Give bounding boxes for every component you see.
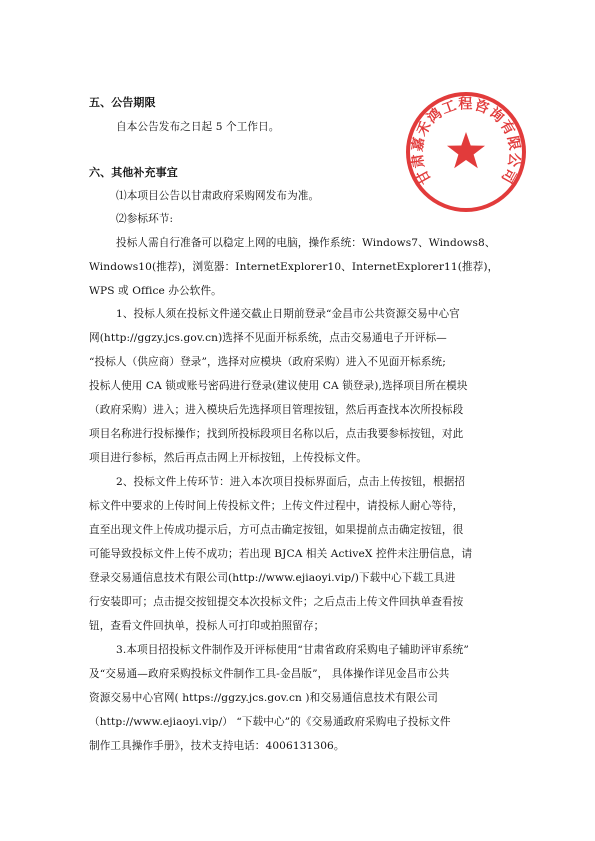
paragraph-line: 3.本项目招投标文件制作及开评标使用“甘肃省政府采购电子辅助评审系统” (116, 644, 469, 656)
paragraph-line: 及“交易通—政府采购投标文件制作工具-金昌版”， 具体操作详见金昌市公共 (89, 668, 450, 680)
paragraph-line: 投标人使用 CA 锁或账号密码进行登录(建议使用 CA 锁登录),选择项目所在模块 (89, 380, 468, 392)
section5-line: 自本公告发布之日起 5 个工作日。 (116, 121, 280, 133)
paragraph-line: 钮，查看文件回执单，投标人可打印或拍照留存； (89, 620, 325, 632)
paragraph-line: WPS 或 Office 办公软件。 (89, 285, 222, 297)
paragraph-line: 资源交易中心官网( https://ggzy.jcs.gov.cn )和交易通信息技术有限公司 (89, 692, 438, 704)
paragraph-line: 2、投标文件上传环节：进入本次项目投标界面后，点击上传按钮，根据招 (116, 476, 466, 488)
paragraph-line: Windows10(推荐)，浏览器：InternetExplorer10、InternetExplorer11(推荐)， (89, 261, 499, 273)
seal-text: 甘肃嘉禾鸿工程咨询有限公司 (409, 96, 523, 187)
paragraph-line: 制作工具操作手册》，技术支持电话：4006131306。 (89, 740, 345, 752)
company-seal (404, 90, 528, 214)
paragraph-line: ⑵参标环节: (116, 213, 174, 225)
paragraph-line: 网(http://ggzy.jcs.gov.cn)选择不见面开标系统，点击交易通电子开评标— (89, 332, 447, 344)
section6-heading: 六、其他补充事宜 (89, 166, 178, 179)
paragraph-line: 登录交易通信息技术有限公司(http://www.ejiaoyi.vip/)下载中心下载工具进 (89, 572, 456, 584)
paragraph-line: 项目进行参标，然后再点击网上开标按钮，上传投标文件。 (89, 452, 368, 464)
paragraph-line: ⑴本项目公告以甘肃政府采购网发布为准。 (116, 190, 320, 202)
paragraph-line: 行安装即可；点击提交按钮提交本次投标文件；之后点击上传文件回执单查看按 (89, 596, 464, 608)
seal-star-icon (447, 132, 485, 168)
paragraph-line: 可能导致投标文件上传不成功；若出现 BJCA 相关 ActiveX 控件未注册信息，请 (89, 548, 473, 560)
section5-heading: 五、公告期限 (89, 96, 156, 109)
paragraph-line: 直至出现文件上传成功提示后，方可点击确定按钮，如果提前点击确定按钮，很 (89, 524, 464, 536)
paragraph-line: （http://www.ejiaoyi.vip/） “下载中心”的《交易通政府采购电子投标文件 (89, 716, 451, 728)
paragraph-line: 1、投标人须在投标文件递交截止日期前登录“金昌市公共资源交易中心官 (116, 308, 460, 320)
paragraph-line: （政府采购）进入；进入模块后先选择项目管理按钮，然后再查找本次所投标段 (89, 404, 464, 416)
paragraph-line: 投标人需自行准备可以稳定上网的电脑，操作系统：Windows7、Windows8、 (116, 237, 496, 249)
paragraph-line: “投标人（供应商）登录”，选择对应模块（政府采购）进入不见面开标系统; (89, 356, 446, 368)
paragraph-line: 项目名称进行投标操作；找到所投标段项目名称以后，点击我要参标按钮，对此 (89, 428, 464, 440)
paragraph-line: 标文件中要求的上传时间上传投标文件；上传文件过程中，请投标人耐心等待， (89, 500, 464, 512)
